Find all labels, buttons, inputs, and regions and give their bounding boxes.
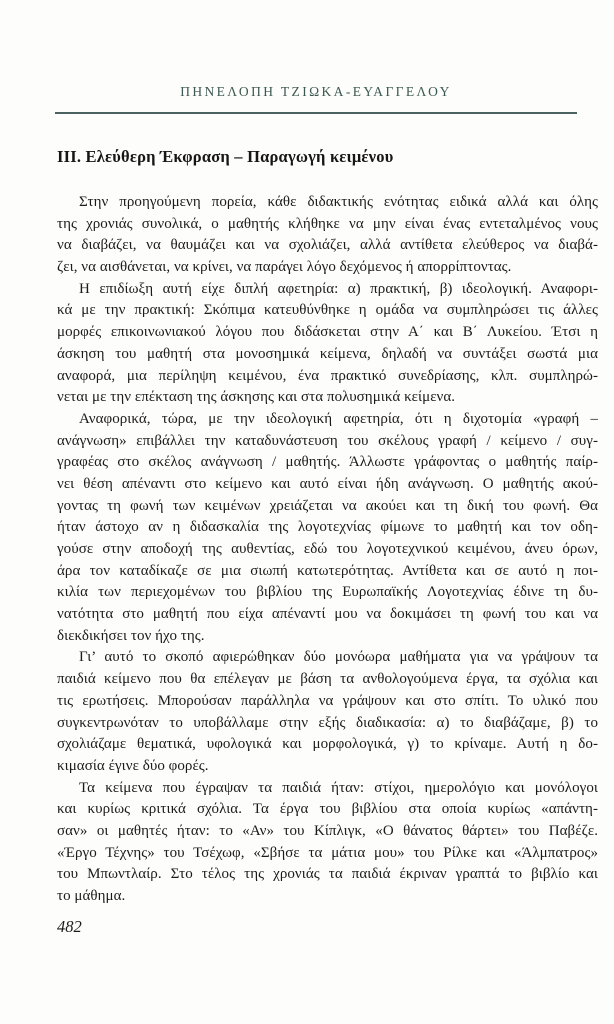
text-line: ανάγνωση» επιβάλλει την καταδυνάστευση του σκέλους γραφή / κείμενο / συγ- [57,432,598,449]
paragraph [57,778,598,908]
text-line: παιδιά κείμενο που θα επέλεγαν με βάση τα ανθολογούμενα έργα, τα σχόλια και [57,671,598,688]
page-number: 482 [57,917,82,936]
text-line: μορφές επικοινωνιακού λόγου που διδάσκεται στην Α΄ και Β΄ Λυκείου. Έτσι η [57,324,598,341]
text-line: τις ερωτήσεις. Μπορούσαν παράλληλα να γράψουν και στο σπίτι. Το υλικό που [57,692,598,709]
text-line: σχολιάζαμε θεματικά, υφολογικά και μορφολογικά, γ) το κρίναμε. Αυτή η δο- [57,736,598,753]
text-line: Γι’ αυτό το σκοπό αφιερώθηκαν δύο μονόωρα μαθήματα για να γράψουν τα [79,649,598,666]
text-line: της χρονιάς συνολικά, ο μαθητής κλήθηκε να μην είναι ένας εντεταλμένος νους [57,215,598,232]
text-line: άσκηση του μαθητή στα μονοσημικά κείμενα, δηλαδή να συντάξει σωστά μια [57,345,598,362]
text-line: «Έργο Τέχνης» του Τσέχωφ, «Σβήσε τα μάτια μου» του Ρίλκε και «Άλμπατρος» [57,844,598,861]
header-rule [55,112,577,114]
text-line: κιλία των περιεχομένων του βιβλίου της Ευρωπαϊκής Λογοτεχνίας έδινε τη δυ- [57,584,598,601]
text-line: σαν» οι μαθητές ήταν: το «Αν» του Κίπλιγκ, «Ο θάνατος θάρτει» του Παβέζε. [57,822,598,839]
text-line: κά με την πρακτική: Σκόπιμα κατευθύνθηκε η ομάδα να συμπληρώσει τις άλλες [57,302,598,319]
text-line: να διαβάζει, να θαυμάζει και να σχολιάζει, αλλά αντίθετα ελεύθερος να διαβά- [57,237,598,254]
text-line: συγκεντρωνόταν το υποβάλλαμε στην εξής διαδικασία: α) το διαβάζαμε, β) το [57,714,598,731]
text-line: το μάθημα. [57,888,126,904]
running-header: ΠΗΝΕΛΟΠΗ ΤΖΙΩΚΑ-ΕΥΑΓΓΕΛΟΥ [180,84,452,99]
text-line: διεκδικήσει τον ήχο της. [57,627,205,644]
paragraph [57,647,598,777]
text-line: αναφορά, μια περίληψη κειμένου, ένα πρακτικό συνεδρίασης, κλπ. συμπληρώ- [57,367,598,384]
text-line: νει θέση απέναντι στο κείμενο και αυτό είναι ήδη ανάγνωση. Ο μαθητής ακού- [57,475,598,492]
text-line: ζει, να αισθάνεται, να κρίνει, να παράγει λόγο δεχόμενος ή απορρίπτοντας. [57,259,512,276]
paragraph [57,409,598,648]
text-line: γούσε στην αποδοχή της αυθεντίας, εδώ του λογοτεχνικού κειμένου, άνευ όρων, [57,541,598,557]
text-line: νατότητα στο μαθητή που είχα απέναντί μου να δοκιμάσει τη φωνή του και να [57,606,598,623]
section-heading: III. Ελεύθερη Έκφραση – Παραγωγή κειμένου [57,147,394,166]
text-line: ήταν άστοχο αν η διδασκαλία της λογοτεχνίας φίμωνε το μαθητή και τον οδη- [57,519,598,536]
text-line: Η επιδίωξη αυτή είχε διπλή αφετηρία: α) πρακτική, β) ιδεολογική. Αναφορι- [79,280,598,297]
paragraph [57,192,598,279]
text-line: Αναφορικά, τώρα, με την ιδεολογική αφετηρία, ότι η διχοτομία «γραφή – [79,410,598,427]
body-text [57,192,598,908]
text-line: Τα κείμενα που έγραψαν τα παιδιά ήταν: στίχοι, ημερολόγιο και μονόλογοι [79,779,598,796]
text-line: κιμασία έγινε δύο φορές. [57,757,209,774]
text-line: άρα τον καταδίκαζε σε μια σιωπή κατωτερότητας. Αντίθετα και σε αυτό η ποι- [57,562,598,579]
text-line: γοντας τη φωνή των κειμένων χρειάζεται να ακούει και τη δική του φωνή. Θα [57,497,598,514]
text-line: του Μπωντλαίρ. Στο τέλος της χρονιάς τα παιδιά έκριναν γραπτά το βιβλίο και [57,866,598,883]
text-line: νεται με την επέκταση της άσκησης και στα πολυσημικά κείμενα. [57,389,456,406]
text-line: Στην προηγούμενη πορεία, κάθε διδακτικής ενότητας ειδικά αλλά και όλης [79,194,598,210]
text-line: και κυρίως κριτικά σχόλια. Τα έργα του βιβλίου στα οποία κυρίως «απάντη- [57,801,598,818]
paragraph [57,279,598,409]
text-line: γραφέας στο σκέλος ανάγνωση / μαθητής. Άλλωστε γράφοντας ο μαθητής παίρ- [57,454,598,471]
